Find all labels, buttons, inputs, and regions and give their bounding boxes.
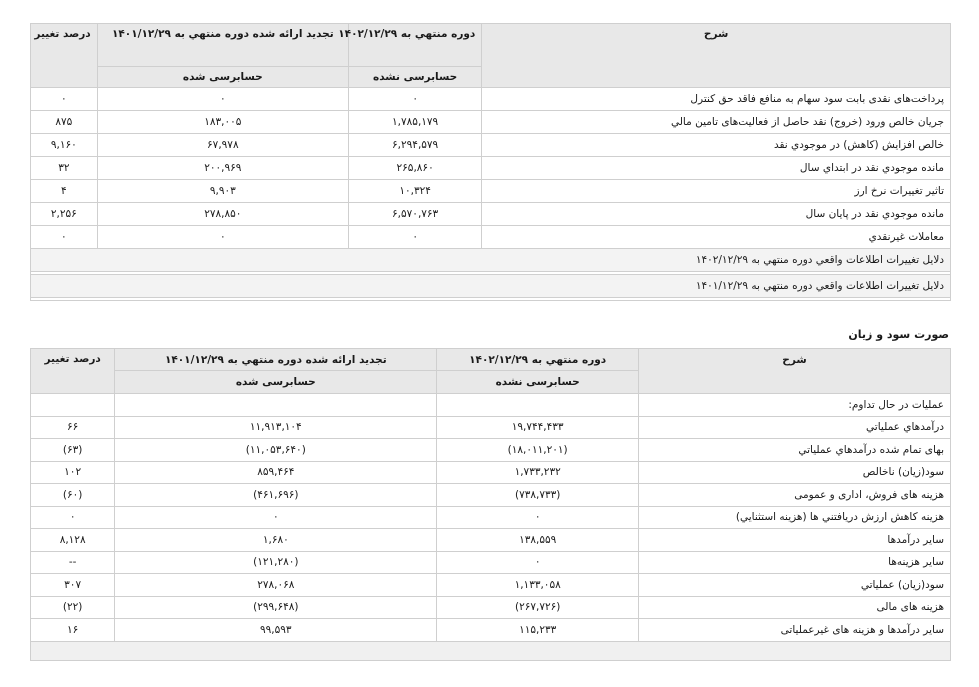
row-spacer: [31, 298, 951, 301]
column-header-restated-period: تجديد ارائه شده دوره منتهي به ۱۴۰۱/۱۲/۲۹: [115, 349, 437, 371]
row-restated-value: (۲۹۹,۶۴۸): [115, 596, 437, 619]
row-restated-value: ۱۸۳,۰۰۵: [97, 111, 348, 134]
row-description: سود(زيان) عملياتي: [638, 574, 950, 597]
row-change-percent: ۰: [31, 226, 98, 249]
row-restated-value: (۴۶۱,۶۹۶): [115, 484, 437, 507]
row-description: ساير درآمدها: [638, 529, 950, 552]
row-restated-value: ۲۷۸,۰۶۸: [115, 574, 437, 597]
table-row: [31, 574, 951, 597]
row-current-value: ۱,۱۳۳,۰۵۸: [437, 574, 639, 597]
profit-loss-table: [30, 348, 951, 661]
table-row: [31, 226, 951, 249]
column-subheader-audited: حسابرسی شده: [97, 67, 348, 88]
row-current-value: (۷۳۸,۷۳۳): [437, 484, 639, 507]
row-change-percent: ۴: [31, 180, 98, 203]
column-header-desc: شرح: [482, 24, 951, 88]
row-current-value: ۶,۲۹۴,۵۷۹: [348, 134, 481, 157]
table-row: [31, 157, 951, 180]
row-restated-value: ۶۷,۹۷۸: [97, 134, 348, 157]
row-change-percent: ۱۰۲: [31, 461, 115, 484]
column-header-desc: شرح: [638, 349, 950, 394]
row-restated-value: ۹۹,۵۹۳: [115, 619, 437, 642]
row-description: هزينه هاى مالى: [638, 596, 950, 619]
row-description: مانده موجودي نقد در پايان سال: [482, 203, 951, 226]
row-current-value: ۱,۷۳۳,۲۳۲: [437, 461, 639, 484]
table-row: [31, 596, 951, 619]
row-description: درآمدهاي عملياتي: [638, 416, 950, 439]
table-row: [31, 529, 951, 552]
column-header-change-percent: درصد تغيير: [31, 349, 115, 394]
row-restated-value: ۸۵۹,۴۶۴: [115, 461, 437, 484]
row-current-value: ۱۳۸,۵۵۹: [437, 529, 639, 552]
table-row: [31, 203, 951, 226]
row-description: مانده موجودي نقد در ابتداي سال: [482, 157, 951, 180]
row-change-percent: ۰: [31, 88, 98, 111]
row-restated-value: (۱۱,۰۵۳,۶۴۰): [115, 439, 437, 462]
row-change-percent: (۲۲): [31, 596, 115, 619]
row-change-percent: ۸۷۵: [31, 111, 98, 134]
row-current-value: ۱۱۵,۲۳۳: [437, 619, 639, 642]
row-restated-value: ۰: [97, 226, 348, 249]
row-restated-value: [115, 394, 437, 417]
table-row: [31, 134, 951, 157]
row-change-percent: ۹,۱۶۰: [31, 134, 98, 157]
row-change-percent: ۲,۲۵۶: [31, 203, 98, 226]
table-row: [31, 439, 951, 462]
row-restated-value: ۱۱,۹۱۳,۱۰۴: [115, 416, 437, 439]
row-change-percent: --: [31, 551, 115, 574]
row-restated-value: ۰: [115, 506, 437, 529]
table-row: [31, 180, 951, 203]
row-current-value: ۰: [437, 506, 639, 529]
row-restated-value: ۰: [97, 88, 348, 111]
row-change-percent: (۶۰): [31, 484, 115, 507]
column-subheader-audited: حسابرسی شده: [115, 371, 437, 394]
row-current-value: ۱,۷۸۵,۱۷۹: [348, 111, 481, 134]
row-change-percent: ۶۶: [31, 416, 115, 439]
table-row: [31, 484, 951, 507]
row-change-percent: ۳۲: [31, 157, 98, 180]
cash-flow-table: [30, 23, 951, 301]
changes-reason-text: دلايل تغييرات اطلاعات واقعي دوره منتهي به ۱۴۰۲/۱۲/۲۹: [31, 249, 951, 272]
row-change-percent: ۰: [31, 506, 115, 529]
row-description: ساير درآمدها و هزينه هاى غيرعملياتى: [638, 619, 950, 642]
table-footer-row: [31, 641, 951, 660]
table-row: [31, 619, 951, 642]
row-current-value: ۶,۵۷۰,۷۶۳: [348, 203, 481, 226]
table-row: [31, 416, 951, 439]
table-row: [31, 111, 951, 134]
column-header-current-period: دوره منتهي به ۱۴۰۲/۱۲/۲۹: [348, 24, 481, 67]
row-description: جريان خالص ورود (خروج) نقد حاصل از فعاليت‌های تامين مالي: [482, 111, 951, 134]
row-current-value: ۱۹,۷۴۴,۴۳۳: [437, 416, 639, 439]
column-header-restated-period: تجديد ارائه شده دوره منتهي به ۱۴۰۱/۱۲/۲۹: [97, 24, 348, 67]
row-current-value: [437, 394, 639, 417]
row-current-value: ۲۶۵,۸۶۰: [348, 157, 481, 180]
cash-flow-table-body: [31, 88, 951, 301]
row-restated-value: ۹,۹۰۳: [97, 180, 348, 203]
row-restated-value: ۲۷۸,۸۵۰: [97, 203, 348, 226]
changes-reason-row: [31, 275, 951, 298]
row-description: هزينه کاهش ارزش دريافتني ها (هزينه استثنايي): [638, 506, 950, 529]
row-current-value: ۱۰,۳۲۴: [348, 180, 481, 203]
row-description: سود(زيان) ناخالص: [638, 461, 950, 484]
changes-reason-text: دلايل تغييرات اطلاعات واقعي دوره منتهي به ۱۴۰۱/۱۲/۲۹: [31, 275, 951, 298]
column-header-current-period: دوره منتهي به ۱۴۰۲/۱۲/۲۹: [437, 349, 639, 371]
row-current-value: (۱۸,۰۱۱,۲۰۱): [437, 439, 639, 462]
column-subheader-unaudited: حسابرسی نشده: [437, 371, 639, 394]
row-description: پرداخت‌های نقدی بابت سود سهام به منافع فاقد حق کنترل: [482, 88, 951, 111]
table-row: [31, 551, 951, 574]
row-change-percent: [31, 394, 115, 417]
profit-loss-table-body: [31, 394, 951, 661]
row-description: معاملات غيرنقدي: [482, 226, 951, 249]
row-change-percent: (۶۳): [31, 439, 115, 462]
section-title: صورت سود و زیان: [848, 328, 949, 341]
row-current-value: (۲۶۷,۷۲۶): [437, 596, 639, 619]
row-change-percent: ۸,۱۲۸: [31, 529, 115, 552]
table-row: [31, 506, 951, 529]
row-restated-value: ۲۰۰,۹۶۹: [97, 157, 348, 180]
row-description: بهاى تمام شده درآمدهاي عملياتي: [638, 439, 950, 462]
table-row: [31, 461, 951, 484]
row-spacer-cell: [31, 298, 951, 301]
row-restated-value: (۱۲۱,۲۸۰): [115, 551, 437, 574]
row-current-value: ۰: [348, 88, 481, 111]
row-current-value: ۰: [437, 551, 639, 574]
row-change-percent: ۱۶: [31, 619, 115, 642]
row-description: ساير هزينه‌ها: [638, 551, 950, 574]
column-header-change-percent: درصد تغيير: [31, 24, 98, 88]
row-description: خالص افزايش (کاهش) در موجودي نقد: [482, 134, 951, 157]
row-description: تاثير تغييرات نرخ ارز: [482, 180, 951, 203]
row-change-percent: ۳۰۷: [31, 574, 115, 597]
row-current-value: ۰: [348, 226, 481, 249]
row-description: هزينه هاى فروش، ادارى و عمومى: [638, 484, 950, 507]
table-footer-cell: [31, 641, 951, 660]
row-description: عمليات در حال تداوم:: [638, 394, 950, 417]
table-row: [31, 394, 951, 417]
table-row: [31, 88, 951, 111]
changes-reason-row: [31, 249, 951, 272]
column-subheader-unaudited: حسابرسی نشده: [348, 67, 481, 88]
row-restated-value: ۱,۶۸۰: [115, 529, 437, 552]
